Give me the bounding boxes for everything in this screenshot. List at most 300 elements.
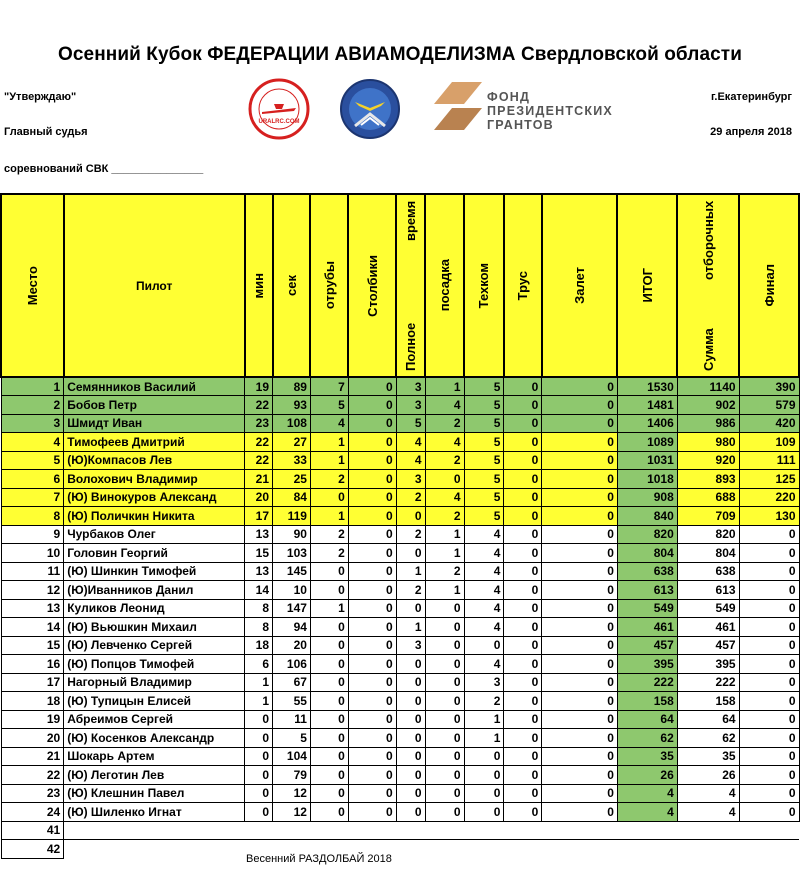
cell-coward: 0 bbox=[504, 451, 542, 470]
cell-full: 4 bbox=[396, 433, 425, 452]
cell-place: 23 bbox=[1, 784, 64, 803]
cell-over: 0 bbox=[542, 784, 618, 803]
cell-final: 125 bbox=[739, 470, 799, 489]
cell-coward: 0 bbox=[504, 544, 542, 563]
cell-sum: 549 bbox=[677, 599, 739, 618]
cell-landing: 2 bbox=[425, 451, 464, 470]
cell-landing: 0 bbox=[425, 692, 464, 711]
cell-over: 0 bbox=[542, 396, 618, 415]
cell-sec: 94 bbox=[273, 618, 311, 637]
table-row bbox=[1, 784, 799, 803]
cell-pilot: (Ю) Вьюшкин Михаил bbox=[64, 618, 245, 637]
fond-line-2: ПРЕЗИДЕНТСКИХ bbox=[487, 104, 613, 118]
approve-label: "Утверждаю" bbox=[4, 91, 77, 103]
cell-posts: 0 bbox=[348, 618, 396, 637]
cell-coward: 0 bbox=[504, 692, 542, 711]
fond-line-3: ГРАНТОВ bbox=[487, 118, 554, 132]
cell-tech: 5 bbox=[464, 433, 504, 452]
cell-cuts: 0 bbox=[310, 581, 348, 600]
table-row bbox=[1, 377, 799, 396]
cell-full: 3 bbox=[396, 377, 425, 396]
cell-cuts: 0 bbox=[310, 636, 348, 655]
cell-final: 0 bbox=[739, 784, 799, 803]
cell-coward: 0 bbox=[504, 655, 542, 674]
cell-tech: 0 bbox=[464, 803, 504, 822]
cell-total: 1031 bbox=[617, 451, 677, 470]
cell-total: 461 bbox=[617, 618, 677, 637]
cell-sum: 4 bbox=[677, 803, 739, 822]
cell-landing: 0 bbox=[425, 766, 464, 785]
cell-total: 35 bbox=[617, 747, 677, 766]
cell-tech: 0 bbox=[464, 784, 504, 803]
cell-place: 12 bbox=[1, 581, 64, 600]
cell-tech: 4 bbox=[464, 544, 504, 563]
cell-cuts: 0 bbox=[310, 655, 348, 674]
cell-over: 0 bbox=[542, 710, 618, 729]
cell-final: 0 bbox=[739, 729, 799, 748]
cell-pilot: Куликов Леонид bbox=[64, 599, 245, 618]
cell-min: 8 bbox=[245, 599, 273, 618]
cell-sum: 64 bbox=[677, 710, 739, 729]
cell-pilot: (Ю)Компасов Лев bbox=[64, 451, 245, 470]
cell-final: 0 bbox=[739, 562, 799, 581]
table-row bbox=[1, 729, 799, 748]
cell-full: 4 bbox=[396, 451, 425, 470]
cell-sum: 638 bbox=[677, 562, 739, 581]
cell-final: 0 bbox=[739, 747, 799, 766]
cell-sec: 108 bbox=[273, 414, 311, 433]
cell-sum: 222 bbox=[677, 673, 739, 692]
cell-tech: 2 bbox=[464, 692, 504, 711]
cell-sec: 106 bbox=[273, 655, 311, 674]
cell-cuts: 0 bbox=[310, 692, 348, 711]
cell-total: 4 bbox=[617, 803, 677, 822]
cell-coward: 0 bbox=[504, 433, 542, 452]
cell-total: 395 bbox=[617, 655, 677, 674]
cell-sum: 395 bbox=[677, 655, 739, 674]
cell-sum: 980 bbox=[677, 433, 739, 452]
cell-final: 0 bbox=[739, 766, 799, 785]
svk-label: соревнований СВК _______________ bbox=[4, 163, 204, 175]
cell-total: 1481 bbox=[617, 396, 677, 415]
cell-sum: 709 bbox=[677, 507, 739, 526]
cell-over: 0 bbox=[542, 433, 618, 452]
cell-posts: 0 bbox=[348, 507, 396, 526]
cell-total: 62 bbox=[617, 729, 677, 748]
cell-sec: 89 bbox=[273, 377, 311, 396]
cell-landing: 2 bbox=[425, 414, 464, 433]
cell-coward: 0 bbox=[504, 618, 542, 637]
cell-place: 17 bbox=[1, 673, 64, 692]
cell-tech: 5 bbox=[464, 414, 504, 433]
cell-min: 13 bbox=[245, 525, 273, 544]
cell-total: 1018 bbox=[617, 470, 677, 489]
cell-full: 3 bbox=[396, 470, 425, 489]
cell-sec: 10 bbox=[273, 581, 311, 600]
table-row-empty bbox=[1, 840, 799, 859]
cell-over: 0 bbox=[542, 562, 618, 581]
cell-full: 0 bbox=[396, 803, 425, 822]
cell-min: 15 bbox=[245, 544, 273, 563]
cell-landing: 0 bbox=[425, 803, 464, 822]
cell-pilot: (Ю) Косенков Александр bbox=[64, 729, 245, 748]
cell-sum: 688 bbox=[677, 488, 739, 507]
cell-sum: 35 bbox=[677, 747, 739, 766]
table-row bbox=[1, 451, 799, 470]
cell-sum: 158 bbox=[677, 692, 739, 711]
cell-tech: 1 bbox=[464, 710, 504, 729]
cell-total: 4 bbox=[617, 784, 677, 803]
cell-tech: 4 bbox=[464, 655, 504, 674]
cell-sec: 12 bbox=[273, 784, 311, 803]
cell-pilot: (Ю) Леготин Лев bbox=[64, 766, 245, 785]
cell-place: 3 bbox=[1, 414, 64, 433]
cell-posts: 0 bbox=[348, 562, 396, 581]
cell-full: 0 bbox=[396, 655, 425, 674]
cell-over: 0 bbox=[542, 599, 618, 618]
table-row bbox=[1, 655, 799, 674]
cell-sec: 55 bbox=[273, 692, 311, 711]
cell-min: 14 bbox=[245, 581, 273, 600]
cell-place: 21 bbox=[1, 747, 64, 766]
cell-cuts: 5 bbox=[310, 396, 348, 415]
cell-place: 19 bbox=[1, 710, 64, 729]
cell-pilot: Нагорный Владимир bbox=[64, 673, 245, 692]
cell-sec: 67 bbox=[273, 673, 311, 692]
table-row bbox=[1, 766, 799, 785]
cell-sum: 62 bbox=[677, 729, 739, 748]
cell-landing: 4 bbox=[425, 488, 464, 507]
cell-place: 42 bbox=[1, 840, 64, 859]
cell-tech: 4 bbox=[464, 618, 504, 637]
cell-landing: 1 bbox=[425, 377, 464, 396]
cell-final: 0 bbox=[739, 525, 799, 544]
cell-pilot: Шмидт Иван bbox=[64, 414, 245, 433]
footnote: Весенний РАЗДОЛБАЙ 2018 bbox=[246, 853, 392, 865]
cell-cuts: 1 bbox=[310, 433, 348, 452]
cell-final: 0 bbox=[739, 692, 799, 711]
cell-tech: 4 bbox=[464, 599, 504, 618]
cell-cuts: 2 bbox=[310, 544, 348, 563]
cell-coward: 0 bbox=[504, 673, 542, 692]
cell-sec: 119 bbox=[273, 507, 311, 526]
cell-sec: 145 bbox=[273, 562, 311, 581]
cell-over: 0 bbox=[542, 747, 618, 766]
cell-full: 1 bbox=[396, 618, 425, 637]
cell-cuts: 0 bbox=[310, 729, 348, 748]
cell-tech: 3 bbox=[464, 673, 504, 692]
cell-over: 0 bbox=[542, 451, 618, 470]
cell-full: 0 bbox=[396, 729, 425, 748]
cell-pilot: (Ю) Левченко Сергей bbox=[64, 636, 245, 655]
cell-final: 0 bbox=[739, 803, 799, 822]
cell-min: 0 bbox=[245, 803, 273, 822]
cell-sum: 26 bbox=[677, 766, 739, 785]
cell-sec: 25 bbox=[273, 470, 311, 489]
cell-coward: 0 bbox=[504, 636, 542, 655]
cell-place: 4 bbox=[1, 433, 64, 452]
city-label: г.Екатеринбург bbox=[710, 91, 792, 103]
cell-total: 908 bbox=[617, 488, 677, 507]
cell-coward: 0 bbox=[504, 599, 542, 618]
cell-full: 0 bbox=[396, 507, 425, 526]
cell-over: 0 bbox=[542, 803, 618, 822]
cell-sec: 20 bbox=[273, 636, 311, 655]
cell-landing: 4 bbox=[425, 396, 464, 415]
cell-cuts: 7 bbox=[310, 377, 348, 396]
cell-landing: 4 bbox=[425, 433, 464, 452]
cell-posts: 0 bbox=[348, 692, 396, 711]
table-row bbox=[1, 562, 799, 581]
table-row bbox=[1, 673, 799, 692]
cell-cuts: 2 bbox=[310, 470, 348, 489]
cell-empty bbox=[64, 821, 799, 840]
cell-pilot: Абреимов Сергей bbox=[64, 710, 245, 729]
cell-cuts: 1 bbox=[310, 451, 348, 470]
cell-pilot: (Ю) Попцов Тимофей bbox=[64, 655, 245, 674]
cell-sec: 79 bbox=[273, 766, 311, 785]
cell-min: 19 bbox=[245, 377, 273, 396]
cell-place: 18 bbox=[1, 692, 64, 711]
cell-sum: 902 bbox=[677, 396, 739, 415]
table-row bbox=[1, 470, 799, 489]
cell-full: 5 bbox=[396, 414, 425, 433]
cell-tech: 4 bbox=[464, 562, 504, 581]
cell-place: 6 bbox=[1, 470, 64, 489]
cell-place: 13 bbox=[1, 599, 64, 618]
cell-sec: 27 bbox=[273, 433, 311, 452]
cell-pilot: Бобов Петр bbox=[64, 396, 245, 415]
table-row bbox=[1, 488, 799, 507]
cell-total: 638 bbox=[617, 562, 677, 581]
cell-landing: 0 bbox=[425, 470, 464, 489]
cell-sum: 920 bbox=[677, 451, 739, 470]
cell-tech: 0 bbox=[464, 747, 504, 766]
cell-total: 1530 bbox=[617, 377, 677, 396]
cell-over: 0 bbox=[542, 618, 618, 637]
cell-coward: 0 bbox=[504, 470, 542, 489]
cell-sec: 84 bbox=[273, 488, 311, 507]
cell-over: 0 bbox=[542, 692, 618, 711]
cell-cuts: 0 bbox=[310, 562, 348, 581]
fond-line-1: ФОНД bbox=[487, 90, 531, 104]
cell-sec: 12 bbox=[273, 803, 311, 822]
cell-landing: 0 bbox=[425, 636, 464, 655]
cell-place: 24 bbox=[1, 803, 64, 822]
svg-text:URALRC.COM: URALRC.COM bbox=[258, 119, 300, 125]
cell-full: 2 bbox=[396, 525, 425, 544]
cell-place: 15 bbox=[1, 636, 64, 655]
cell-sec: 93 bbox=[273, 396, 311, 415]
cell-full: 2 bbox=[396, 581, 425, 600]
cell-full: 1 bbox=[396, 562, 425, 581]
cell-place: 20 bbox=[1, 729, 64, 748]
cell-total: 457 bbox=[617, 636, 677, 655]
cell-coward: 0 bbox=[504, 729, 542, 748]
table-row bbox=[1, 396, 799, 415]
cell-pilot: Семянников Василий bbox=[64, 377, 245, 396]
cell-pilot: (Ю) Поличкин Никита bbox=[64, 507, 245, 526]
table-row bbox=[1, 414, 799, 433]
cell-posts: 0 bbox=[348, 525, 396, 544]
cell-cuts: 0 bbox=[310, 673, 348, 692]
col-min: мин bbox=[245, 194, 273, 377]
table-row bbox=[1, 544, 799, 563]
cell-sum: 804 bbox=[677, 544, 739, 563]
cell-cuts: 0 bbox=[310, 747, 348, 766]
cell-over: 0 bbox=[542, 729, 618, 748]
cell-sum: 4 bbox=[677, 784, 739, 803]
cell-landing: 0 bbox=[425, 784, 464, 803]
cell-posts: 0 bbox=[348, 488, 396, 507]
cell-coward: 0 bbox=[504, 562, 542, 581]
cell-min: 1 bbox=[245, 673, 273, 692]
cell-coward: 0 bbox=[504, 377, 542, 396]
cell-final: 0 bbox=[739, 636, 799, 655]
cell-min: 18 bbox=[245, 636, 273, 655]
cell-min: 13 bbox=[245, 562, 273, 581]
cell-final: 130 bbox=[739, 507, 799, 526]
col-tech: Техком bbox=[464, 194, 504, 377]
cell-final: 0 bbox=[739, 710, 799, 729]
cell-coward: 0 bbox=[504, 766, 542, 785]
cell-total: 840 bbox=[617, 507, 677, 526]
cell-place: 10 bbox=[1, 544, 64, 563]
cell-coward: 0 bbox=[504, 581, 542, 600]
cell-min: 0 bbox=[245, 729, 273, 748]
cell-posts: 0 bbox=[348, 729, 396, 748]
cell-final: 0 bbox=[739, 673, 799, 692]
cell-sec: 103 bbox=[273, 544, 311, 563]
cell-over: 0 bbox=[542, 414, 618, 433]
cell-tech: 4 bbox=[464, 525, 504, 544]
cell-posts: 0 bbox=[348, 766, 396, 785]
cell-place: 1 bbox=[1, 377, 64, 396]
cell-landing: 2 bbox=[425, 507, 464, 526]
cell-posts: 0 bbox=[348, 544, 396, 563]
cell-sec: 147 bbox=[273, 599, 311, 618]
cell-over: 0 bbox=[542, 673, 618, 692]
cell-over: 0 bbox=[542, 507, 618, 526]
cell-min: 0 bbox=[245, 784, 273, 803]
cell-final: 0 bbox=[739, 618, 799, 637]
cell-empty bbox=[64, 840, 799, 859]
cell-cuts: 1 bbox=[310, 599, 348, 618]
date-label: 29 апреля 2018 bbox=[710, 126, 792, 138]
cell-min: 22 bbox=[245, 451, 273, 470]
cell-posts: 0 bbox=[348, 710, 396, 729]
cell-pilot: Шокарь Артем bbox=[64, 747, 245, 766]
cell-over: 0 bbox=[542, 544, 618, 563]
col-sec: сек bbox=[273, 194, 311, 377]
cell-min: 20 bbox=[245, 488, 273, 507]
cell-full: 0 bbox=[396, 599, 425, 618]
cell-coward: 0 bbox=[504, 710, 542, 729]
cell-place: 16 bbox=[1, 655, 64, 674]
cell-over: 0 bbox=[542, 766, 618, 785]
cell-min: 21 bbox=[245, 470, 273, 489]
cell-pilot: Чурбаков Олег bbox=[64, 525, 245, 544]
cell-cuts: 0 bbox=[310, 488, 348, 507]
cell-final: 0 bbox=[739, 655, 799, 674]
cell-landing: 1 bbox=[425, 581, 464, 600]
cell-posts: 0 bbox=[348, 784, 396, 803]
cell-pilot: (Ю) Винокуров Александ bbox=[64, 488, 245, 507]
col-overflight: Залет bbox=[542, 194, 618, 377]
cell-final: 0 bbox=[739, 599, 799, 618]
cell-tech: 5 bbox=[464, 470, 504, 489]
cell-min: 6 bbox=[245, 655, 273, 674]
col-posts: Столбики bbox=[348, 194, 396, 377]
cell-coward: 0 bbox=[504, 525, 542, 544]
cell-total: 222 bbox=[617, 673, 677, 692]
cell-posts: 0 bbox=[348, 451, 396, 470]
cell-tech: 5 bbox=[464, 396, 504, 415]
cell-total: 804 bbox=[617, 544, 677, 563]
cell-over: 0 bbox=[542, 581, 618, 600]
cell-posts: 0 bbox=[348, 581, 396, 600]
col-pilot: Пилот bbox=[64, 194, 245, 377]
cell-pilot: (Ю) Тупицын Елисей bbox=[64, 692, 245, 711]
table-row bbox=[1, 581, 799, 600]
cell-sum: 820 bbox=[677, 525, 739, 544]
cell-posts: 0 bbox=[348, 470, 396, 489]
cell-final: 390 bbox=[739, 377, 799, 396]
cell-posts: 0 bbox=[348, 747, 396, 766]
cell-total: 64 bbox=[617, 710, 677, 729]
cell-min: 22 bbox=[245, 433, 273, 452]
cell-coward: 0 bbox=[504, 784, 542, 803]
cell-place: 2 bbox=[1, 396, 64, 415]
cell-cuts: 0 bbox=[310, 803, 348, 822]
cell-landing: 0 bbox=[425, 673, 464, 692]
cell-cuts: 0 bbox=[310, 710, 348, 729]
cell-tech: 0 bbox=[464, 636, 504, 655]
cell-pilot: (Ю) Клешнин Павел bbox=[64, 784, 245, 803]
results-table bbox=[0, 193, 800, 859]
col-landing: посадка bbox=[425, 194, 464, 377]
cell-total: 158 bbox=[617, 692, 677, 711]
cell-full: 0 bbox=[396, 544, 425, 563]
cell-landing: 0 bbox=[425, 655, 464, 674]
cell-final: 109 bbox=[739, 433, 799, 452]
cell-place: 8 bbox=[1, 507, 64, 526]
col-coward: Трус bbox=[504, 194, 542, 377]
cell-final: 111 bbox=[739, 451, 799, 470]
cell-coward: 0 bbox=[504, 488, 542, 507]
cell-sum: 986 bbox=[677, 414, 739, 433]
cell-over: 0 bbox=[542, 488, 618, 507]
cell-sum: 1140 bbox=[677, 377, 739, 396]
table-row bbox=[1, 618, 799, 637]
cell-min: 0 bbox=[245, 766, 273, 785]
cell-place: 11 bbox=[1, 562, 64, 581]
cell-over: 0 bbox=[542, 525, 618, 544]
cell-coward: 0 bbox=[504, 414, 542, 433]
cell-sec: 5 bbox=[273, 729, 311, 748]
cell-tech: 0 bbox=[464, 766, 504, 785]
cell-tech: 5 bbox=[464, 377, 504, 396]
table-row bbox=[1, 599, 799, 618]
cell-min: 8 bbox=[245, 618, 273, 637]
cell-posts: 0 bbox=[348, 377, 396, 396]
col-total: ИТОГ bbox=[617, 194, 677, 377]
cell-sec: 33 bbox=[273, 451, 311, 470]
cell-place: 7 bbox=[1, 488, 64, 507]
cell-cuts: 0 bbox=[310, 784, 348, 803]
cell-final: 0 bbox=[739, 581, 799, 600]
table-row bbox=[1, 803, 799, 822]
